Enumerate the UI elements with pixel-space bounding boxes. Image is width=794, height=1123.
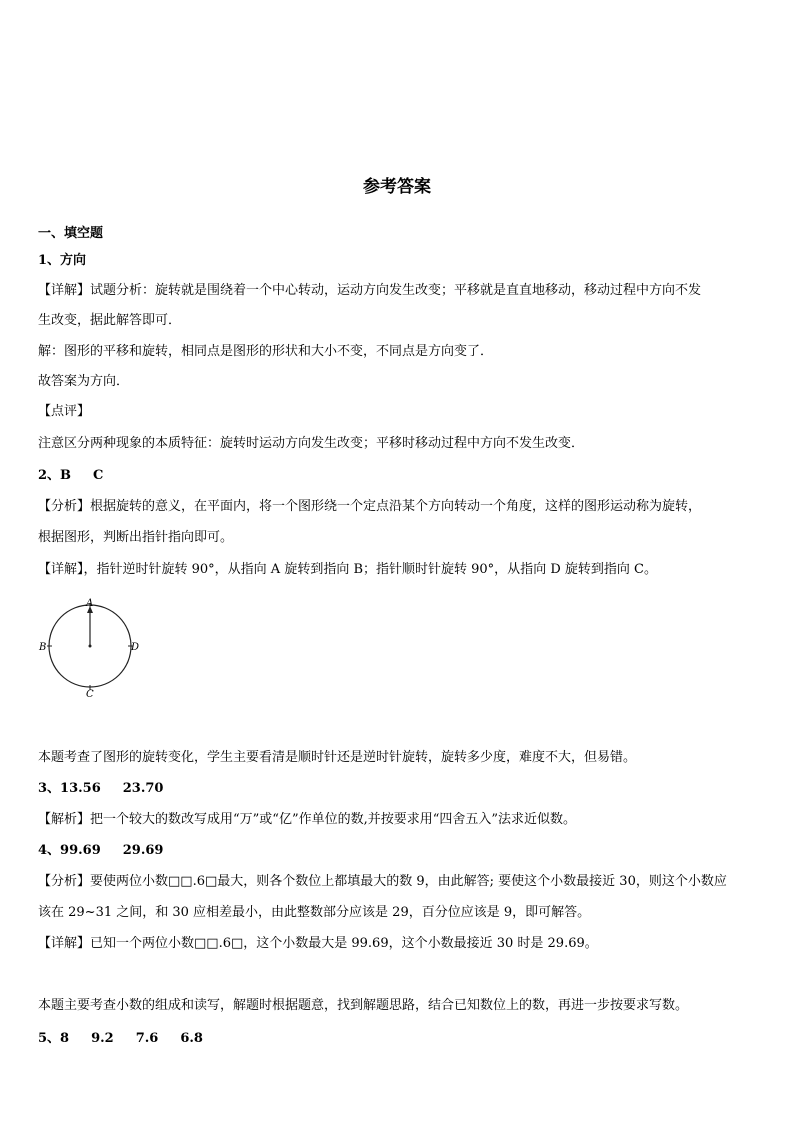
- q3-analysis: 【解析】把一个较大的数改写成用“万”或“亿”作单位的数,并按要求用“四舍五入”法求近似数。: [38, 812, 577, 827]
- q1-comment: 注意区分两种现象的本质特征：旋转时运动方向发生改变；平移时移动过程中方向不发生改变．: [38, 436, 585, 451]
- q4-detail: 【详解】已知一个两位小数□□.6□，这个小数最大是 99.69，这个小数最接近 30 时是 29.69。: [38, 936, 598, 951]
- q2-analysis-line-1: 【分析】根据旋转的意义，在平面内，将一个图形绕一个定点沿某个方向转动一个角度，这样的图形运动称为旋转，: [38, 499, 702, 514]
- q4-number: [38, 843, 163, 859]
- q5-answer-2: 9.2: [91, 1031, 114, 1046]
- q2-answer-2: C: [93, 468, 104, 483]
- label-b: B: [39, 642, 47, 653]
- q1-number: 1、方向: [38, 253, 87, 268]
- q5-answer-3: 7.6: [135, 1031, 159, 1046]
- section-heading: 一、填空题: [38, 226, 104, 241]
- rotation-circle-diagram: [36, 596, 146, 700]
- q4-analysis-line-1: 【分析】要使两位小数□□.6□最大，则各个数位上都填最大的数 9，由此解答; 要使这个小数最接近 30，则这个小数应: [38, 874, 727, 889]
- q2-answer-1: 2、B: [38, 468, 72, 483]
- page-title: 参考答案: [363, 177, 431, 197]
- q2-number: [38, 468, 103, 484]
- dial-center: [89, 645, 92, 648]
- q2-detail: 【详解】，指针逆时针旋转 90°，从指向 A 旋转到指向 B；指针顺时针旋转 90°，从指向 D 旋转到指向 C。: [38, 562, 657, 577]
- label-a: A: [86, 598, 94, 609]
- q3-number: [38, 781, 163, 797]
- q1-detail-line-2: 生改变，据此解答即可．: [38, 313, 182, 328]
- label-c: C: [86, 689, 94, 700]
- q1-detail-line-1: 【详解】试题分析：旋转就是围绕着一个中心转动，运动方向发生改变；平移就是直直地移动，移动过程中方向不发: [38, 283, 702, 298]
- q5-answer-4: 6.8: [180, 1031, 203, 1046]
- q3-answer-2: 23.70: [122, 781, 164, 796]
- q4-summary: 本题主要考查小数的组成和读写，解题时根据题意，找到解题思路，结合已知数位上的数，再进一步按要求写数。: [38, 998, 689, 1013]
- label-d: D: [131, 642, 140, 653]
- q5-number: [38, 1031, 203, 1047]
- q3-answer-1: 3、13.56: [38, 781, 101, 796]
- q4-analysis-line-2: 该在 29~31 之间，和 30 应相差最小，由此整数部分应该是 29，百分位应该是 9，即可解答。: [38, 905, 591, 920]
- q2-analysis-line-2: 根据图形，判断出指针指向即可。: [38, 530, 234, 545]
- q1-solution: 解：图形的平移和旋转，相同点是图形的形状和大小不变，不同点是方向变了．: [38, 344, 494, 359]
- q4-answer-2: 29.69: [122, 843, 164, 858]
- q1-comment-label: 【点评】: [38, 404, 91, 419]
- q1-answer: 故答案为方向．: [38, 374, 130, 389]
- q2-summary: 本题考查了图形的旋转变化，学生主要看清是顺时针还是逆时针旋转，旋转多少度，难度不大，但易错。: [38, 750, 637, 765]
- q5-answer-1: 5、8: [38, 1031, 70, 1046]
- q4-answer-1: 4、99.69: [38, 843, 101, 858]
